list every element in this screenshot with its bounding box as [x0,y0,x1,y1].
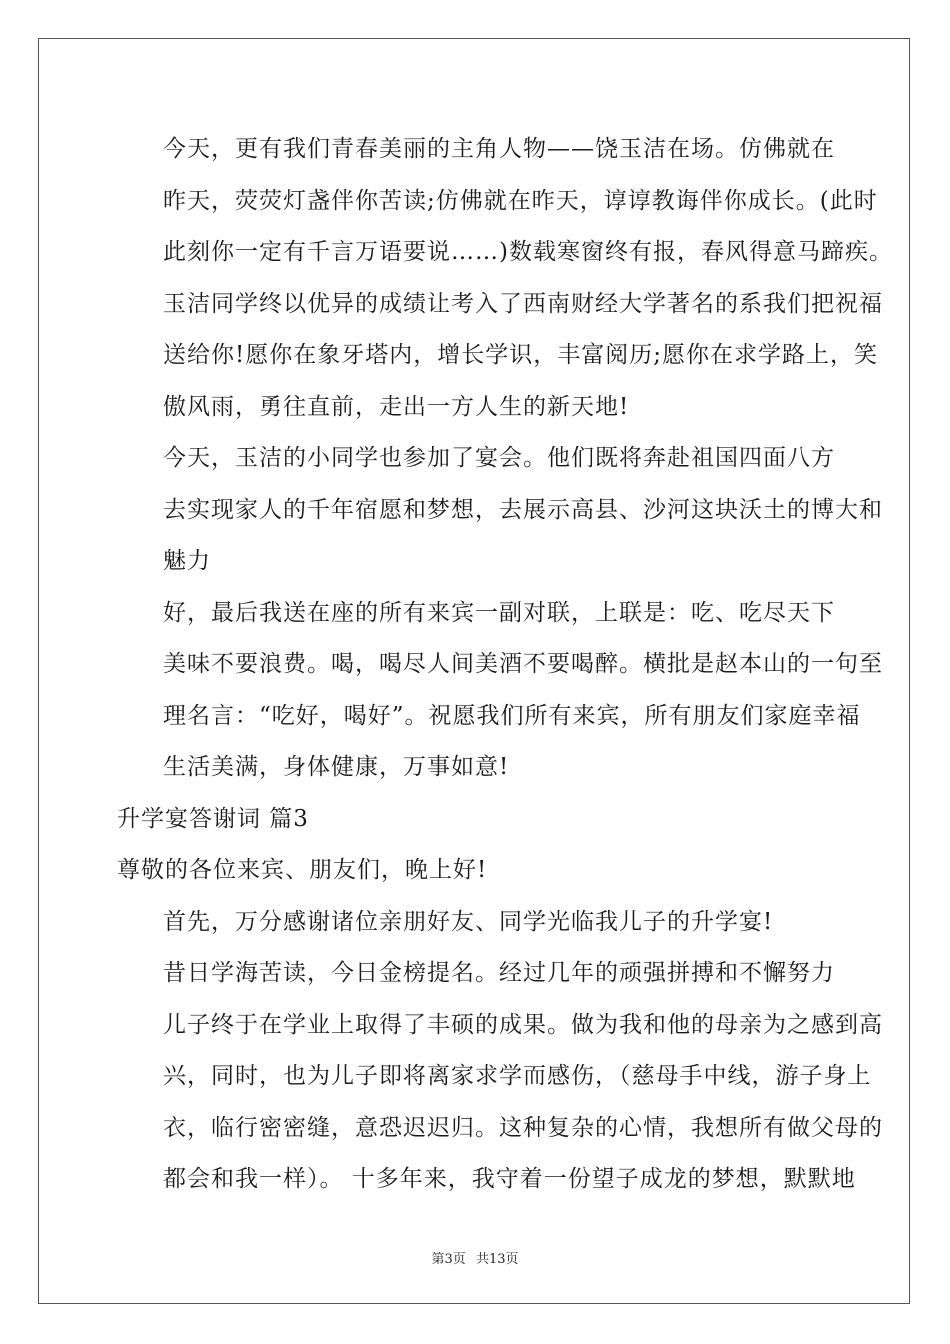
text-line: 理名言：“吃好，喝好”。祝愿我们所有来宾，所有朋友们家庭幸福 [163,702,861,729]
paragraph [117,588,883,794]
text-line: 傲风雨，勇往直前，走出一方人生的新天地! [163,393,630,420]
text-line: 美味不要浪费。喝，喝尽人间美酒不要喝醉。横批是赵本山的一句至 [163,651,883,677]
text-line: 兴，同时，也为儿子即将离家求学而感伤，（慈母手中线，游子身上 [163,1063,872,1089]
page-total: 共13页 [475,1252,519,1267]
paragraph [117,794,837,846]
text-line: 儿子终于在学业上取得了丰硕的成果。做为我和他的母亲为之感到高 [163,1011,883,1038]
page-footer [0,1248,950,1267]
text-line: 昨天，荧荧灯盏伴你苦读;仿佛就在昨天，谆谆教诲伴你成长。(此时 [163,187,878,214]
document-body [117,124,893,1206]
text-line: 衣，临行密密缝，意恐迟迟归。这种复杂的心情，我想所有做父母的 [163,1114,883,1141]
paragraph [117,948,883,1206]
text-line: 昔日学海苦读，今日金榜提名。经过几年的顽强拼搏和不懈努力 [163,960,835,986]
paragraph [117,845,837,897]
text-line: 玉洁同学终以优异的成绩让考入了西南财经大学著名的系我们把祝福 [163,290,883,317]
page-number: 第3页 [431,1252,466,1267]
paragraph [117,124,893,433]
text-line: 尊敬的各位来宾、朋友们，晚上好! [117,857,488,883]
text-line: 去实现家人的千年宿愿和梦想，去展示高县、沙河这块沃土的博大和 [163,496,883,523]
text-line: 生活美满，身体健康，万事如意! [163,754,510,780]
text-line: 今天，玉洁的小同学也参加了宴会。他们既将奔赴祖国四面八方 [163,445,835,471]
paragraph [117,897,837,949]
text-line: 都会和我一样）。 十多年来，我守着一份望子成龙的梦想，默默地 [163,1166,856,1192]
text-line: 此刻你一定有千言万语要说……)数载寒窗终有报，春风得意马蹄疾。 [163,239,893,265]
paragraph [117,433,883,588]
text-line: 好，最后我送在座的所有来宾一副对联，上联是：吃、吃尽天下 [163,599,835,626]
text-line: 送给你!愿你在象牙塔内，增长学识，丰富阅历;愿你在求学路上，笑 [163,342,878,368]
text-line: 今天，更有我们青春美丽的主角人物——饶玉洁在场。仿佛就在 [163,136,835,162]
text-line: 首先，万分感谢诸位亲朋好友、同学光临我儿子的升学宴! [163,908,774,935]
text-line: 魅力 [163,548,211,574]
text-line: 升学宴答谢词 篇3 [117,805,309,832]
